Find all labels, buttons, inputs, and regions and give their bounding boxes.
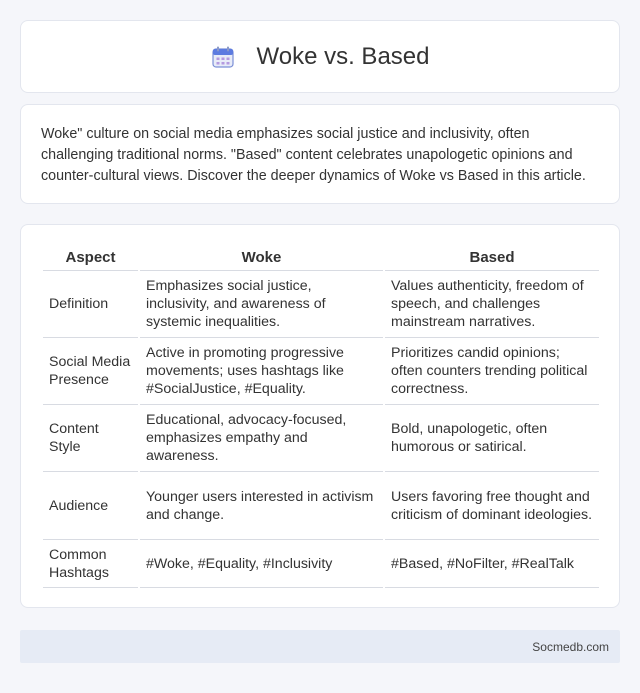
table-cell: Active in promoting progressive movements; uses hashtags like #SocialJustice, #Equality. [140,338,383,405]
table-row [43,271,599,338]
table-cell: Emphasizes social justice, inclusivity, and awareness of systemic inequalities. [140,271,383,338]
table-cell: Younger users interested in activism and change. [140,472,383,540]
table-cell: Bold, unapologetic, often humorous or satirical. [385,405,599,472]
table-cell: #Based, #NoFilter, #RealTalk [385,540,599,588]
comparison-table-card [20,224,620,608]
table-cell: Social Media Presence [43,338,138,405]
footer [20,630,620,663]
table-cell: Common Hashtags [43,540,138,588]
table-cell: Users favoring free thought and criticism of dominant ideologies. [385,472,599,540]
intro-text: Woke" culture on social media emphasizes social justice and inclusivity, often challenging traditional norms. "Based" content celebrates unapologetic opinions and counter-cultural views. Discover the deeper dynamics of Woke vs Based in this article. [41,126,586,184]
table-cell: Prioritizes candid opinions; often counters trending political correctness. [385,338,599,405]
table-row [43,472,599,540]
column-header: Woke [140,245,383,271]
comparison-table [41,245,601,588]
table-row [43,338,599,405]
table-cell: #Woke, #Equality, #Inclusivity [140,540,383,588]
table-cell: Content Style [43,405,138,472]
title-card [20,20,620,93]
table-row [43,540,599,588]
table-cell: Educational, advocacy-focused, emphasizes empathy and awareness. [140,405,383,472]
intro-card [20,104,620,204]
page-title: Woke vs. Based [256,42,430,70]
table-cell: Definition [43,271,138,338]
table-cell: Audience [43,472,138,540]
column-header: Based [385,245,599,271]
table-cell: Values authenticity, freedom of speech, and challenges mainstream narratives. [385,271,599,338]
table-row [43,405,599,472]
column-header: Aspect [43,245,138,271]
calendar-icon [211,45,235,69]
footer-site-link[interactable]: Socmedb.com [532,639,609,654]
table-header-row [43,245,599,271]
